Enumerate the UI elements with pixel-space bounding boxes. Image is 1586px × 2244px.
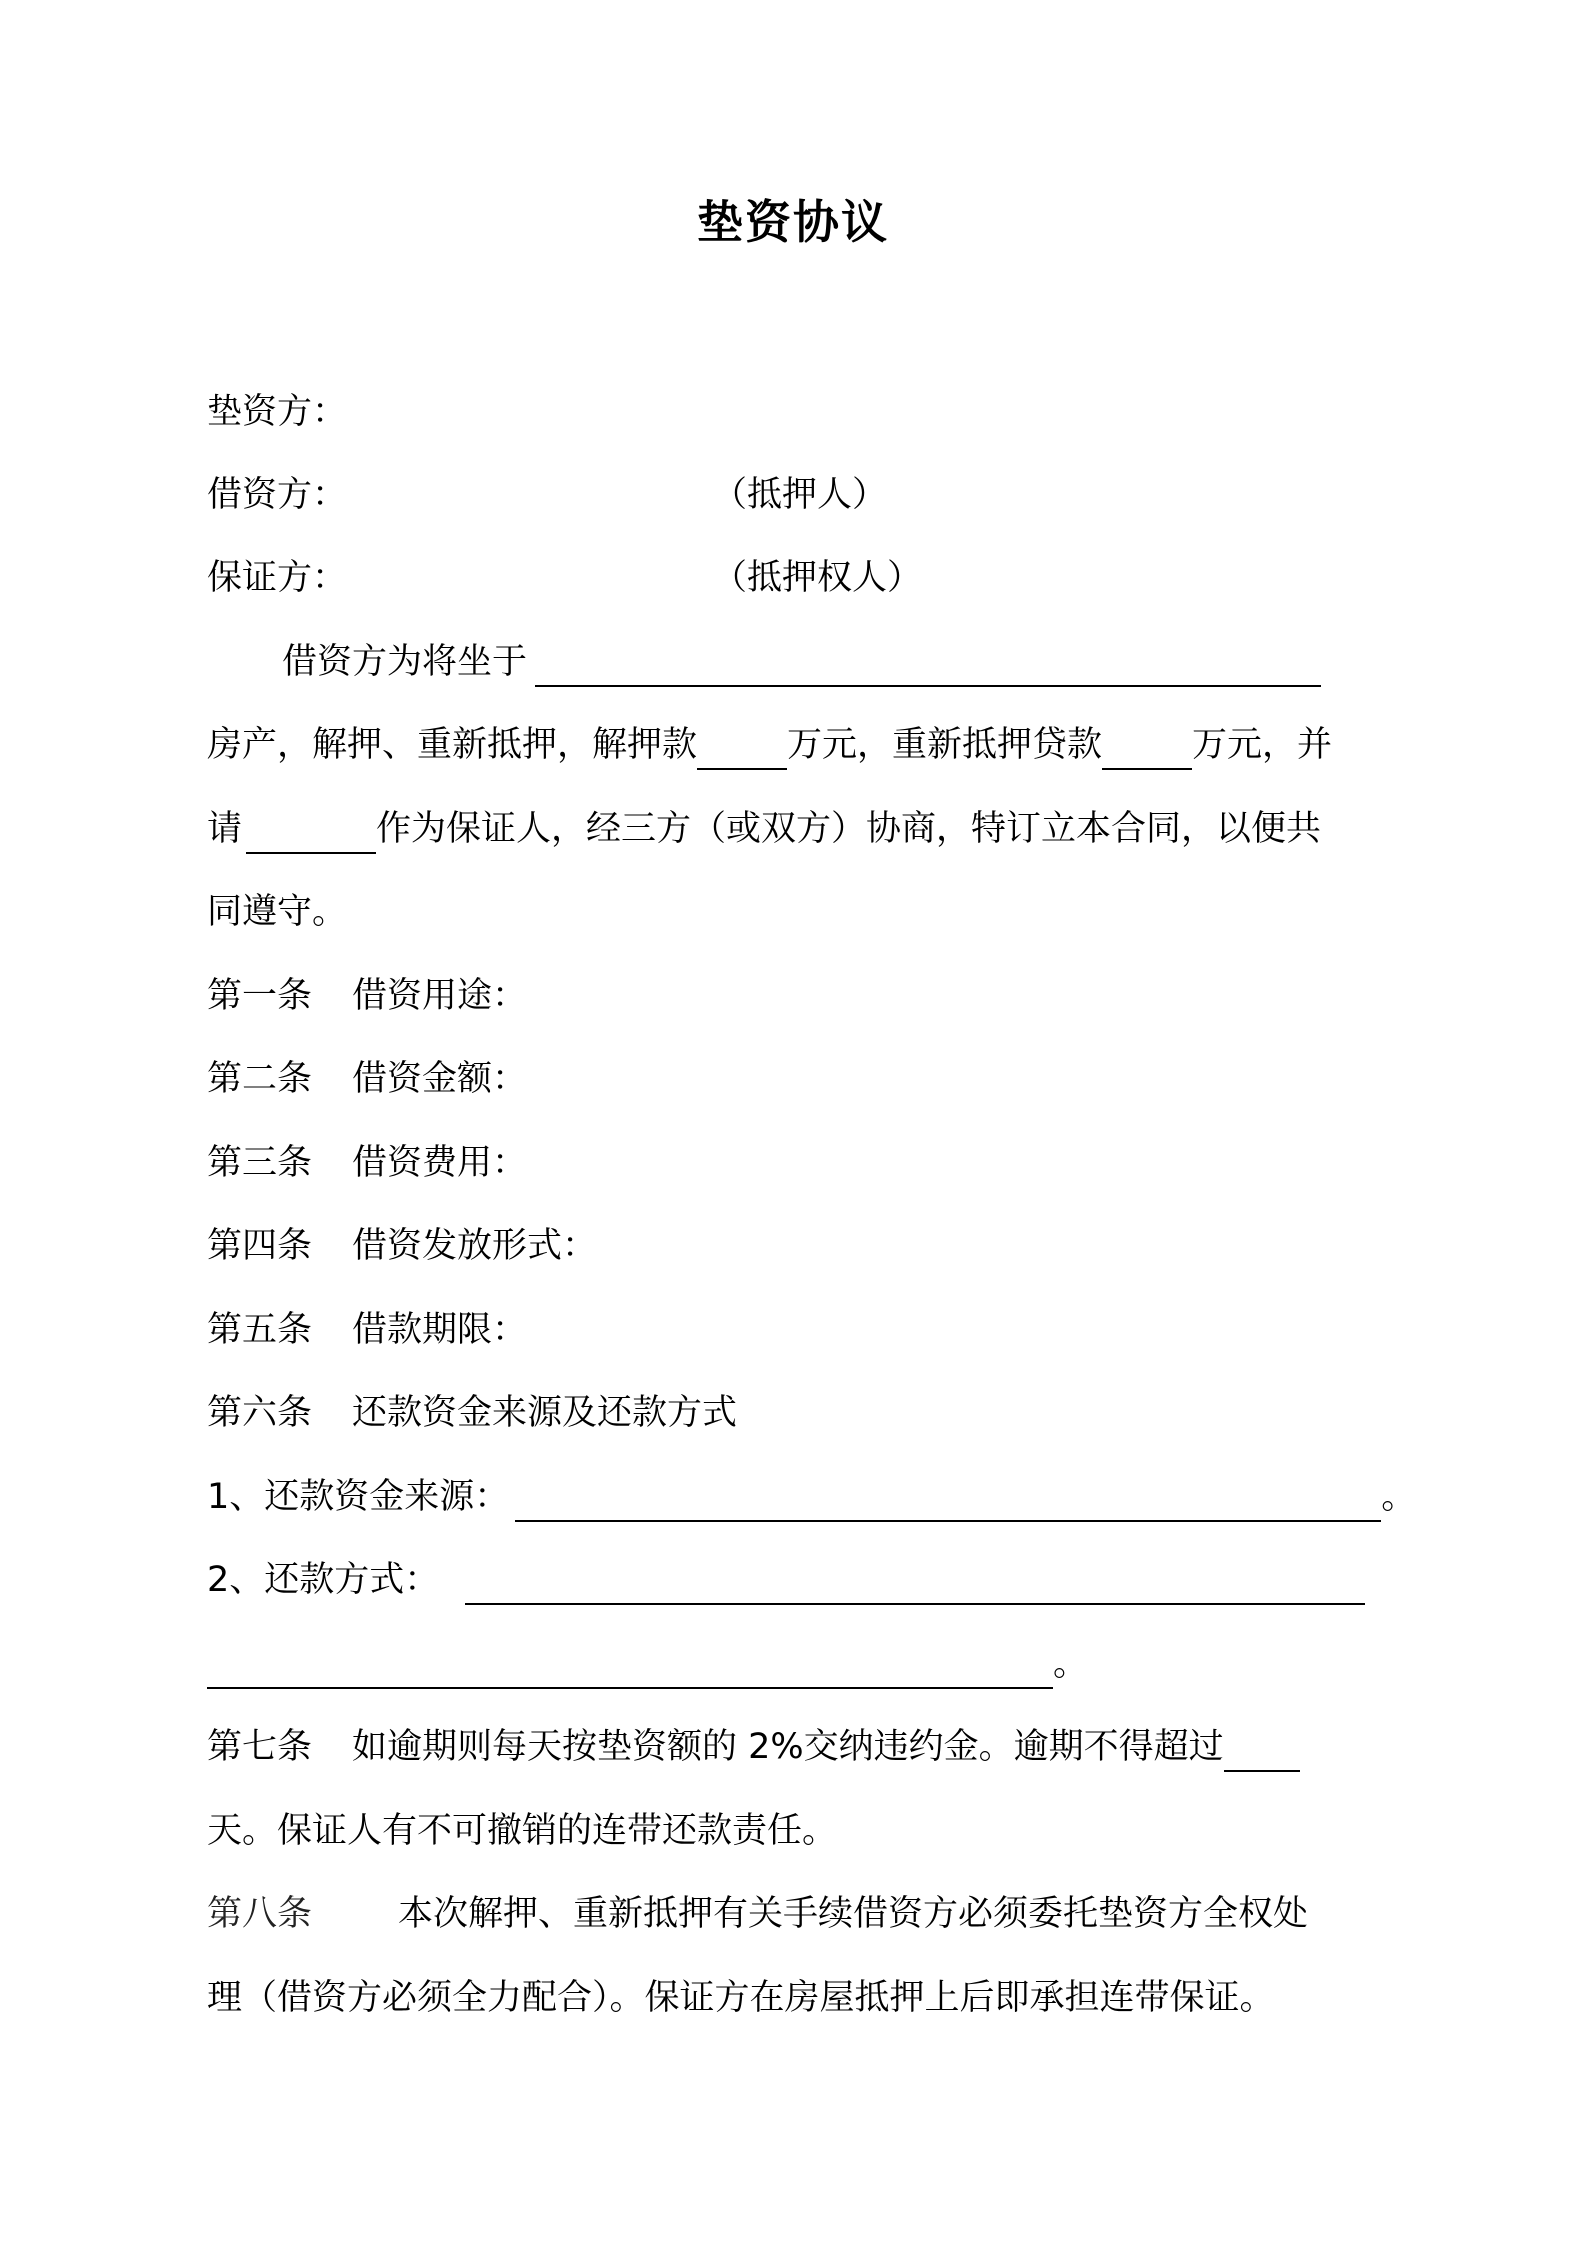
borrower-role: （抵押人） [712, 475, 888, 515]
article-5 [207, 1305, 527, 1355]
article-3 [207, 1138, 527, 1188]
advancer-label: 垫资方： [207, 392, 348, 432]
article-7-cont [207, 1806, 837, 1856]
article-2-number: 第二条 [207, 1059, 313, 1099]
article-8-text: 本次解押、重新抵押有关手续借资方必须委托垫资方全权处 [398, 1894, 1309, 1934]
preamble-line-2 [207, 720, 1332, 770]
article-8-number: 第八条 [207, 1894, 313, 1934]
repayment-method-period: 。 [1053, 1644, 1089, 1684]
repayment-method-blank-2[interactable] [207, 1645, 1053, 1689]
repayment-method-label: 2、还款方式： [207, 1560, 440, 1600]
preamble-text-2b: 万元，重新抵押贷款 [787, 725, 1103, 765]
preamble-text-2a: 房产，解押、重新抵押，解押款 [207, 725, 698, 765]
article-7-text: 如逾期则每天按垫资额的 2%交纳违约金。逾期不得超过 [352, 1727, 1224, 1767]
article-1-text: 借资用途： [352, 976, 528, 1016]
article-1 [207, 971, 527, 1021]
article-3-text: 借资费用： [352, 1143, 528, 1183]
article-4 [207, 1221, 597, 1271]
article-6-text: 还款资金来源及还款方式 [352, 1393, 738, 1433]
article-3-number: 第三条 [207, 1143, 313, 1183]
preamble-text-4: 同遵守。 [207, 892, 348, 932]
guarantor-label: 保证方： [207, 558, 348, 598]
article-4-number: 第四条 [207, 1226, 313, 1266]
preamble-line-4 [207, 887, 347, 937]
repayment-method-blank[interactable] [465, 1561, 1365, 1605]
borrower-line [207, 470, 888, 520]
preamble-line-1 [282, 637, 1321, 687]
preamble-line-3 [207, 804, 1321, 854]
release-amount-blank[interactable] [697, 726, 787, 770]
preamble-text-3a: 请 [207, 809, 243, 849]
preamble-text-2c: 万元，并 [1192, 725, 1333, 765]
article-2-text: 借资金额： [352, 1059, 528, 1099]
article-6-item-1 [207, 1472, 1416, 1522]
article-7 [207, 1722, 1300, 1772]
article-5-number: 第五条 [207, 1310, 313, 1350]
preamble-text-1: 借资方为将坐于 [282, 642, 528, 682]
advancer-line [207, 387, 347, 437]
article-2 [207, 1054, 527, 1104]
repayment-source-label: 1、还款资金来源： [207, 1477, 510, 1517]
article-8-text-2: 理（借资方必须全力配合）。保证方在房屋抵押上后即承担连带保证。 [207, 1978, 1275, 2018]
loan-amount-blank[interactable] [1102, 726, 1192, 770]
article-4-text: 借资发放形式： [352, 1226, 598, 1266]
guarantor-name-blank[interactable] [246, 810, 376, 854]
article-8-cont [207, 1973, 1275, 2023]
repayment-source-period: 。 [1381, 1477, 1417, 1517]
article-6-item-2-cont [207, 1639, 1088, 1689]
article-7-text-2: 天。保证人有不可撤销的连带还款责任。 [207, 1811, 838, 1851]
borrower-label: 借资方： [207, 475, 348, 515]
guarantor-role: （抵押权人） [712, 558, 923, 598]
document-title: 垫资协议 [697, 195, 889, 249]
repayment-source-blank[interactable] [515, 1478, 1381, 1522]
article-5-text: 借款期限： [352, 1310, 528, 1350]
guarantor-line [207, 553, 923, 603]
property-address-blank[interactable] [535, 643, 1321, 687]
article-7-number: 第七条 [207, 1727, 313, 1767]
article-8 [207, 1889, 1308, 1939]
article-6-item-2 [207, 1555, 1365, 1605]
article-1-number: 第一条 [207, 976, 313, 1016]
preamble-text-3b: 作为保证人，经三方（或双方）协商，特订立本合同，以便共 [376, 809, 1322, 849]
article-6-number: 第六条 [207, 1393, 313, 1433]
article-6 [207, 1388, 737, 1438]
overdue-days-blank[interactable] [1224, 1728, 1300, 1772]
